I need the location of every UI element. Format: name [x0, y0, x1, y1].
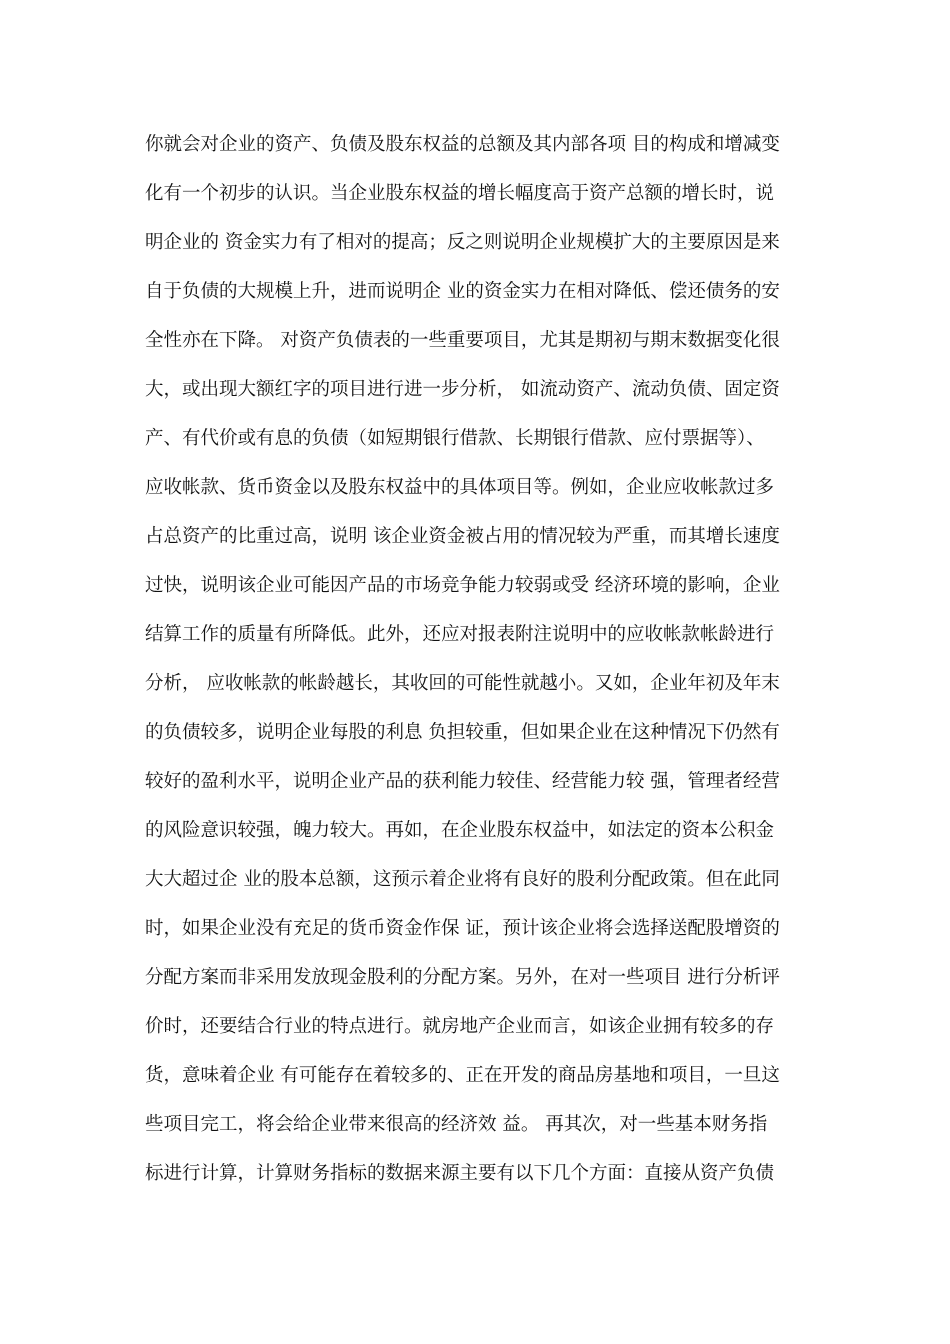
text-line: 分配方案而非采用发放现金股利的分配方案。另外，在对一些项目 进行分析评 [145, 967, 780, 988]
text-line: 标进行计算，计算财务指标的数据来源主要有以下几个方面：直接从资产负债 [145, 1163, 775, 1184]
text-line: 的风险意识较强，魄力较大。再如，在企业股东权益中，如法定的资本公积金 [145, 820, 775, 841]
text-line: 些项目完工，将会给企业带来很高的经济效 益。 再其次，对一些基本财务指 [145, 1114, 768, 1135]
text-line: 明企业的 资金实力有了相对的提高；反之则说明企业规模扩大的主要原因是来 [145, 232, 780, 253]
text-line: 货，意味着企业 有可能存在着较多的、正在开发的商品房基地和项目，一旦这 [145, 1065, 780, 1086]
text-line: 大，或出现大额红字的项目进行进一步分析， 如流动资产、流动负债、固定资 [145, 379, 780, 400]
text-line: 结算工作的质量有所降低。此外，还应对报表附注说明中的应收帐款帐龄进行 [145, 624, 775, 645]
text-line: 的负债较多，说明企业每股的利息 负担较重，但如果企业在这种情况下仍然有 [145, 722, 780, 743]
text-line: 大大超过企 业的股本总额，这预示着企业将有良好的股利分配政策。但在此同 [145, 869, 780, 890]
text-line: 自于负债的大规模上升，进而说明企 业的资金实力在相对降低、偿还债务的安 [145, 281, 780, 302]
text-line: 你就会对企业的资产、负债及股东权益的总额及其内部各项 目的构成和增减变 [145, 134, 780, 155]
text-line: 占总资产的比重过高，说明 该企业资金被占用的情况较为严重，而其增长速度 [145, 526, 780, 547]
text-line: 过快，说明该企业可能因产品的市场竞争能力较弱或受 经济环境的影响，企业 [145, 575, 780, 596]
text-line: 时，如果企业没有充足的货币资金作保 证，预计该企业将会选择送配股增资的 [145, 918, 780, 939]
text-line: 应收帐款、货币资金以及股东权益中的具体项目等。例如，企业应收帐款过多 [145, 477, 775, 498]
body-text [145, 120, 810, 1198]
text-line: 价时，还要结合行业的特点进行。就房地产企业而言，如该企业拥有较多的存 [145, 1016, 775, 1037]
text-line: 较好的盈利水平，说明企业产品的获利能力较佳、经营能力较 强，管理者经营 [145, 771, 780, 792]
text-line: 全性亦在下降。 对资产负债表的一些重要项目，尤其是期初与期末数据变化很 [145, 330, 780, 351]
text-line: 产、有代价或有息的负债（如短期银行借款、长期银行借款、应付票据等）、 [145, 428, 765, 449]
text-line: 分析， 应收帐款的帐龄越长，其收回的可能性就越小。又如，企业年初及年末 [145, 673, 780, 694]
text-line: 化有一个初步的认识。当企业股东权益的增长幅度高于资产总额的增长时，说 [145, 183, 775, 204]
